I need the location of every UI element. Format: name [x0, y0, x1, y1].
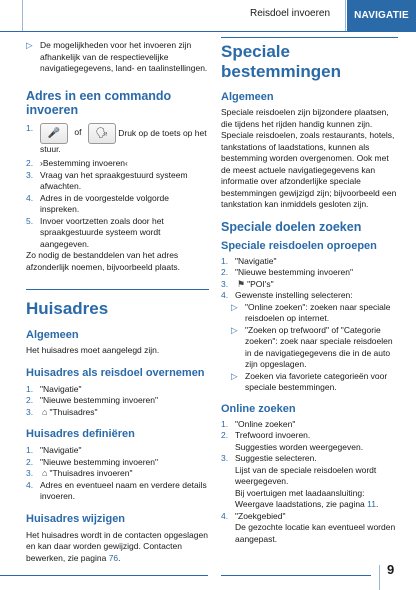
call-heading: Speciale reisdoelen oproepen — [221, 239, 377, 252]
define-step: 1. "Navigatie" — [26, 445, 82, 455]
change-heading: Huisadres wijzigen — [26, 512, 126, 525]
page-link[interactable]: 11 — [367, 499, 376, 509]
online-step: 1. "Online zoeken" — [221, 418, 296, 429]
call-sub-option: ▷ "Online zoeken": zoeken naar speciale reisdoelen op internet. — [231, 301, 391, 323]
as-dest-heading: Huisadres als reisdoel overnemen — [26, 366, 205, 379]
voice-step: 1. 🎤 of 🗣 Druk op de toets op het stuur. — [26, 122, 207, 154]
online-step: 2. Trefwoord invoeren. — [221, 430, 311, 440]
page-number: 9 — [387, 562, 395, 577]
right-column — [221, 40, 398, 545]
page-link[interactable]: 76 — [108, 552, 119, 563]
microphone-icon: 🎤 — [40, 123, 68, 144]
header-divider — [345, 0, 346, 31]
search-heading: Speciale doelen zoeken — [221, 219, 362, 234]
online-heading: Online zoeken — [221, 402, 296, 415]
change-text: Het huisadres wordt in de contacten opgeslagen en kan daar worden gewijzigd. Contacten bewerken, zie pagina 76. — [26, 529, 208, 563]
triangle-bullet-icon: ▷ — [231, 370, 238, 381]
voice-step: 2. ›Bestemming invoeren‹ — [26, 158, 128, 168]
online-note: Bij voertuigen met laadaansluiting: Weergave laadstations, zie pagina 11. — [235, 487, 379, 509]
call-sub-option: ▷ "Zoeken op trefwoord" of "Categorie zoeken": zoek naar speciale reisdoelen in de navigatiegegevens die in de auto zijn opgeslagen. — [231, 324, 393, 369]
header-chapter-tab: NAVIGATIE — [347, 0, 416, 31]
as-dest-step: 2. "Nieuwe bestemming invoeren" — [26, 395, 159, 405]
define-heading: Huisadres definiëren — [26, 428, 135, 440]
call-sub-option: ▷ Zoeken via favoriete categorieën voor speciale bestemmingen. — [231, 370, 388, 392]
header-rule — [0, 31, 416, 32]
triangle-bullet-icon: ▷ — [231, 324, 238, 335]
triangle-bullet-icon: ▷ — [231, 301, 238, 312]
voice-note: Zo nodig de bestanddelen van het adres afzonderlijk noemen, bijvoorbeeld plaats. — [26, 250, 181, 272]
as-dest-step: 1. "Navigatie" — [26, 383, 82, 394]
voice-heading: Adres in een commando invoeren — [26, 88, 172, 117]
triangle-bullet-icon: ▷ — [26, 40, 33, 50]
online-step: 4. "Zoekgebied" — [221, 510, 286, 521]
poi-general-heading: Algemeen — [221, 91, 274, 103]
intro-text: De mogelijkheden voor het invoeren zijn afhankelijk van de respectievelijke navigatiegegevens, land- en taalinstellingen. — [40, 40, 208, 73]
poi-title: Speciale bestemmingen — [221, 42, 341, 81]
header-section-title: Reisdoel invoeren — [249, 8, 331, 19]
home-icon: ⌂ — [42, 468, 48, 478]
section-rule — [26, 289, 209, 290]
online-step-note: De gezochte locatie kan eventueel worden aangepast. — [235, 522, 396, 544]
left-column — [26, 40, 209, 564]
home-general-heading: Algemeen — [26, 329, 79, 341]
define-step: 2. "Nieuwe bestemming invoeren" — [26, 456, 159, 467]
online-step: 3. Suggestie selecteren. — [221, 453, 317, 463]
header-divider — [22, 0, 23, 31]
footer-rule — [221, 575, 371, 576]
define-step: 3. ⌂ "Thuisadres invoeren" — [26, 468, 133, 478]
footer-divider — [379, 565, 380, 590]
call-step: 4. Gewenste instelling selecteren: — [221, 290, 353, 300]
call-step: 1. "Navigatie" — [221, 255, 277, 266]
poi-icon: ⚑ — [237, 278, 246, 289]
define-step: 4. Adres en eventueel naam en verdere details invoeren. — [26, 479, 207, 501]
voice-step: 4. Adres in de voorgestelde volgorde inspreken. — [26, 192, 169, 214]
online-step-note: Suggesties worden weergegeven. — [235, 441, 364, 452]
section-rule — [221, 37, 398, 38]
home-heading: Huisadres — [26, 299, 109, 318]
home-general-text: Het huisadres moet aangelegd zijn. — [26, 345, 160, 355]
poi-general-text: Speciale reisdoelen zijn bijzondere plaatsen, die tijdens het rijden handig kunnen zijn. Speciale reisdoelen, zoals restaurants, hotels, tankstations of laadstations, kunnen als bestemming worden overgenomen. Ook met de meest actuele navigatiegegevens kan informatie over afzonderlijke speciale bestemmingen gewijzigd zijn; bijvoorbeeld een tankstation kan inmiddels gesloten zijn. — [221, 107, 397, 209]
voice-step: 3. Vraag van het spraakgestuurd systeem afwachten. — [26, 169, 188, 191]
as-dest-step: 3. ⌂ "Thuisadres" — [26, 406, 98, 417]
call-step: 2. "Nieuwe bestemming invoeren" — [221, 267, 354, 277]
voice-step: 5. Invoer voortzetten zoals door het spraakgestuurde systeem wordt aangegeven. — [26, 215, 164, 249]
call-step: 3. ⚑ "POI's" — [221, 278, 274, 289]
intro-bullet — [26, 40, 209, 75]
online-step-note: Lijst van de speciale reisdoelen wordt weergegeven. — [235, 464, 377, 486]
steering-voice-icon: 🗣 — [88, 123, 116, 144]
home-icon: ⌂ — [42, 406, 48, 417]
footer-rule — [0, 575, 208, 576]
